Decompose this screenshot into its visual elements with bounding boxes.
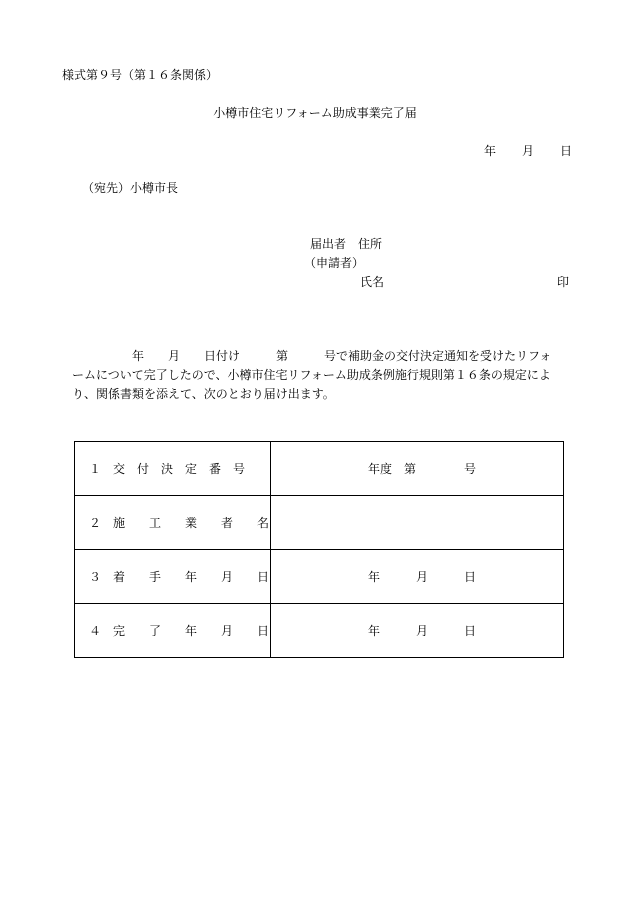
date-line <box>484 143 572 159</box>
body-paragraph <box>72 347 577 404</box>
completion-date-label: ４ 完 了 年 月 日 <box>75 604 271 658</box>
info-table <box>74 441 564 658</box>
table-row <box>75 550 564 604</box>
applicant-address-label: 届出者 住所 <box>310 237 383 251</box>
document-title: 小樽市住宅リフォーム助成事業完了届 <box>213 106 417 120</box>
body-line: ームについて完了したので、小樽市住宅リフォーム助成条例施行規則第１６条の規定によ <box>72 368 551 382</box>
table-row <box>75 496 564 550</box>
applicant-name-label: 氏名 <box>360 275 385 289</box>
date-month-label: 月 <box>521 144 534 158</box>
start-date-value: 年 月 日 <box>271 550 564 604</box>
decision-number-label: １ 交 付 決 定 番 号 <box>75 442 271 496</box>
seal-label: 印 <box>557 275 570 289</box>
table-row <box>75 604 564 658</box>
body-line: 年 月 日付け 第 号で補助金の交付決定通知を受けたリフォ <box>72 349 552 363</box>
date-year-label: 年 <box>483 144 496 158</box>
addressee: （宛先）小樽市長 <box>82 181 179 195</box>
applicant-sub-label: （申請者） <box>304 256 365 270</box>
form-number: 様式第９号（第１６条関係） <box>62 68 219 82</box>
date-day-label: 日 <box>559 144 572 158</box>
body-line: り、関係書類を添えて、次のとおり届け出ます。 <box>72 387 335 401</box>
completion-date-value: 年 月 日 <box>271 604 564 658</box>
contractor-name-label: ２ 施 工 業 者 名 <box>75 496 271 550</box>
table-row <box>75 442 564 496</box>
contractor-name-value <box>271 496 564 550</box>
decision-number-value: 年度 第 号 <box>271 442 564 496</box>
start-date-label: ３ 着 手 年 月 日 <box>75 550 271 604</box>
